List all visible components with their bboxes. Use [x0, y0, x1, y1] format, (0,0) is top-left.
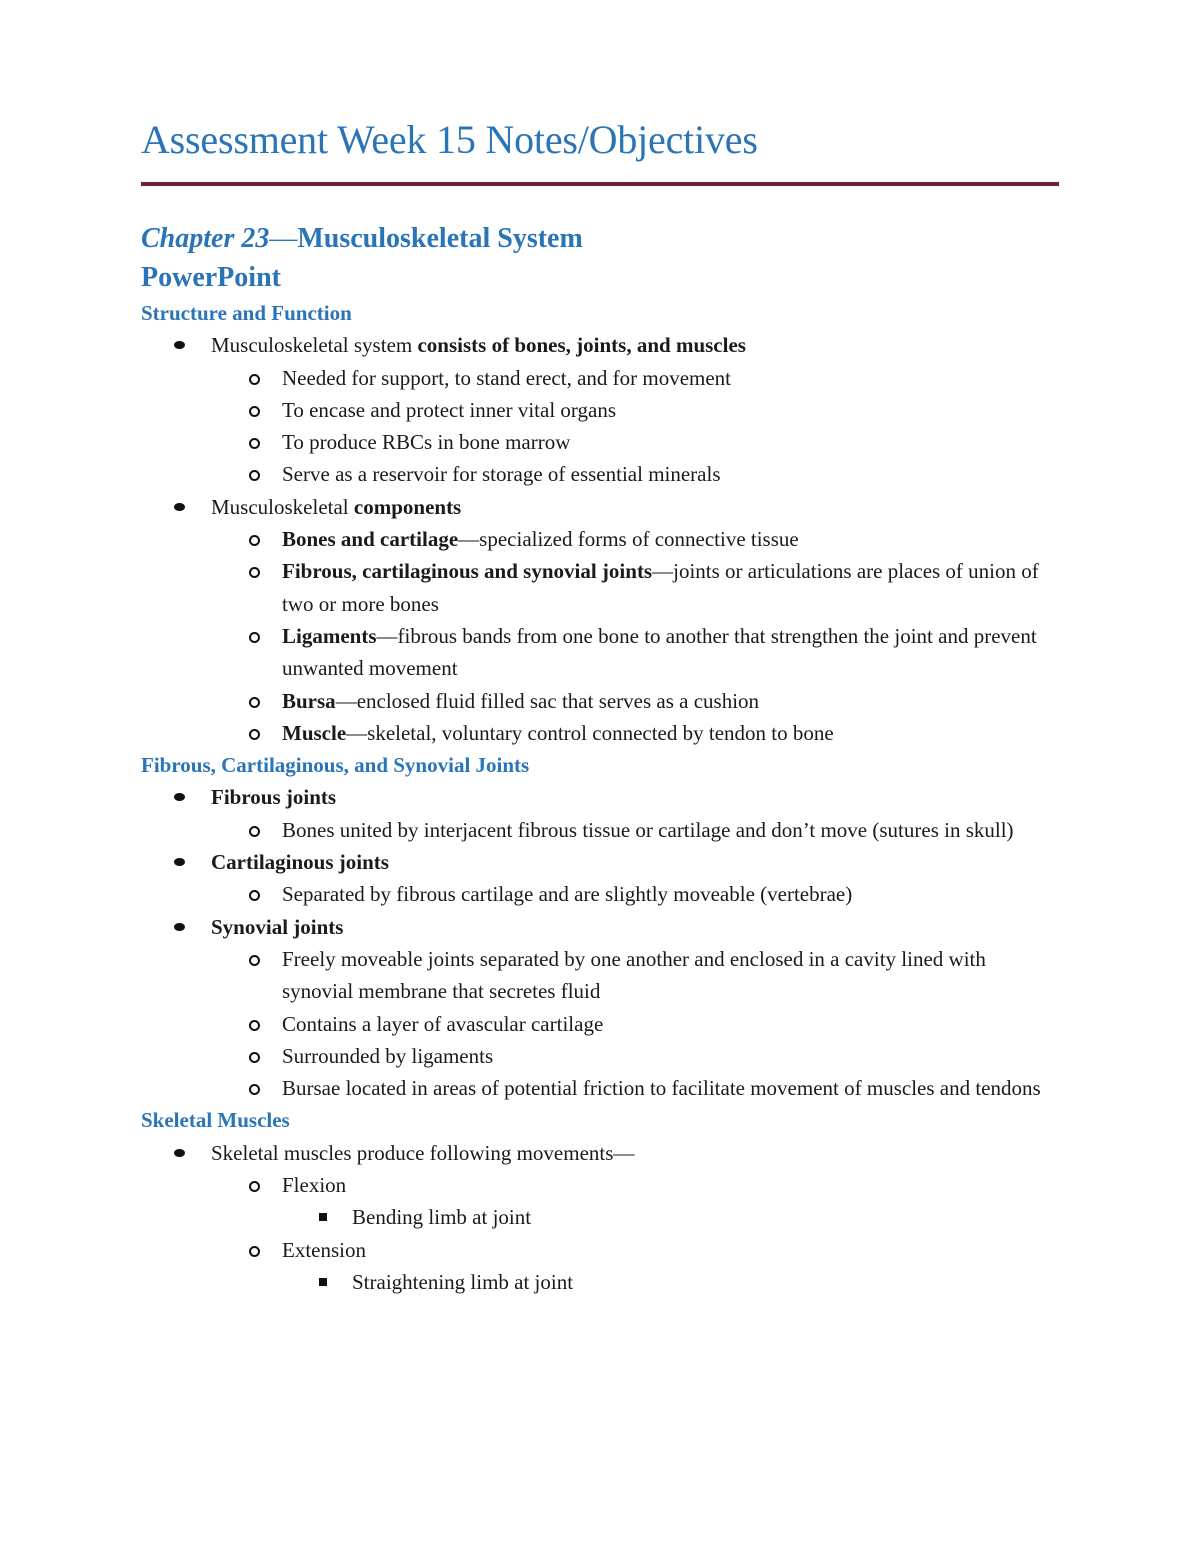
list-item: Skeletal muscles produce following movements— [0, 1137, 1059, 1169]
notes-body [0, 297, 1200, 1298]
list-item: Contains a layer of avascular cartilage [0, 1008, 1059, 1040]
circle-bullet-icon [249, 1246, 260, 1257]
list-item: Surrounded by ligaments [0, 1040, 1059, 1072]
list-item: Musculoskeletal system consists of bones, joints, and muscles [0, 329, 1059, 361]
list-item: Needed for support, to stand erect, and for movement [0, 362, 1059, 394]
list-item: Separated by fibrous cartilage and are slightly moveable (vertebrae) [0, 878, 1059, 910]
circle-bullet-icon [249, 1181, 260, 1192]
bullet-icon [174, 858, 185, 866]
list-item: Bones united by interjacent fibrous tissue or cartilage and don’t move (sutures in skull) [0, 814, 1059, 846]
list-item: Bones and cartilage—specialized forms of connective tissue [0, 523, 1059, 555]
section-heading-joints: Fibrous, Cartilaginous, and Synovial Joints [141, 753, 530, 778]
chapter-label: Chapter 23 [141, 223, 270, 254]
list-item: Freely moveable joints separated by one another and enclosed in a cavity lined with synovial membrane that secretes fluid [0, 943, 1059, 1008]
chapter-dash: — [269, 223, 298, 254]
list-item: To produce RBCs in bone marrow [0, 426, 1059, 458]
circle-bullet-icon [249, 535, 260, 546]
list-item: Flexion [0, 1169, 1059, 1201]
list-item: To encase and protect inner vital organs [0, 394, 1059, 426]
bullet-icon [174, 503, 185, 511]
bullet-icon [174, 1149, 185, 1157]
circle-bullet-icon [249, 890, 260, 901]
circle-bullet-icon [249, 826, 260, 837]
list-item: Extension [0, 1234, 1059, 1266]
list-item: Muscle—skeletal, voluntary control connected by tendon to bone [0, 717, 1059, 749]
list-item: Fibrous, cartilaginous and synovial joints—joints or articulations are places of union of two or more bones [0, 555, 1059, 620]
list-item: Musculoskeletal components [0, 491, 1059, 523]
list-item: Cartilaginous joints [0, 846, 1059, 878]
circle-bullet-icon [249, 438, 260, 449]
list-item: Synovial joints [0, 911, 1059, 943]
circle-bullet-icon [249, 406, 260, 417]
circle-bullet-icon [249, 697, 260, 708]
bullet-icon [174, 923, 185, 931]
square-bullet-icon [319, 1213, 327, 1221]
chapter-name: Musculoskeletal System [297, 223, 583, 254]
section-heading-structure: Structure and Function [141, 301, 352, 325]
powerpoint-heading: PowerPoint [141, 262, 281, 293]
bullet-icon [174, 341, 185, 349]
chapter-heading [141, 220, 583, 258]
circle-bullet-icon [249, 1020, 260, 1031]
section-heading-muscles: Skeletal Muscles [141, 1108, 290, 1133]
circle-bullet-icon [249, 632, 260, 643]
list-item: Bursae located in areas of potential friction to facilitate movement of muscles and tendons [0, 1072, 1059, 1104]
list-item: Straightening limb at joint [0, 1266, 1059, 1298]
square-bullet-icon [319, 1278, 327, 1286]
list-item: Ligaments—fibrous bands from one bone to another that strengthen the joint and prevent unwanted movement [0, 620, 1059, 685]
circle-bullet-icon [249, 470, 260, 481]
list-item: Serve as a reservoir for storage of essential minerals [0, 458, 1059, 490]
circle-bullet-icon [249, 729, 260, 740]
circle-bullet-icon [249, 955, 260, 966]
document-title: Assessment Week 15 Notes/Objectives [141, 117, 758, 162]
list-item: Bursa—enclosed fluid filled sac that serves as a cushion [0, 685, 1059, 717]
circle-bullet-icon [249, 1052, 260, 1063]
list-item: Bending limb at joint [0, 1201, 1059, 1233]
circle-bullet-icon [249, 567, 260, 578]
circle-bullet-icon [249, 1084, 260, 1095]
title-divider [141, 182, 1059, 186]
bullet-icon [174, 793, 185, 801]
list-item: Fibrous joints [0, 781, 1059, 813]
circle-bullet-icon [249, 374, 260, 385]
